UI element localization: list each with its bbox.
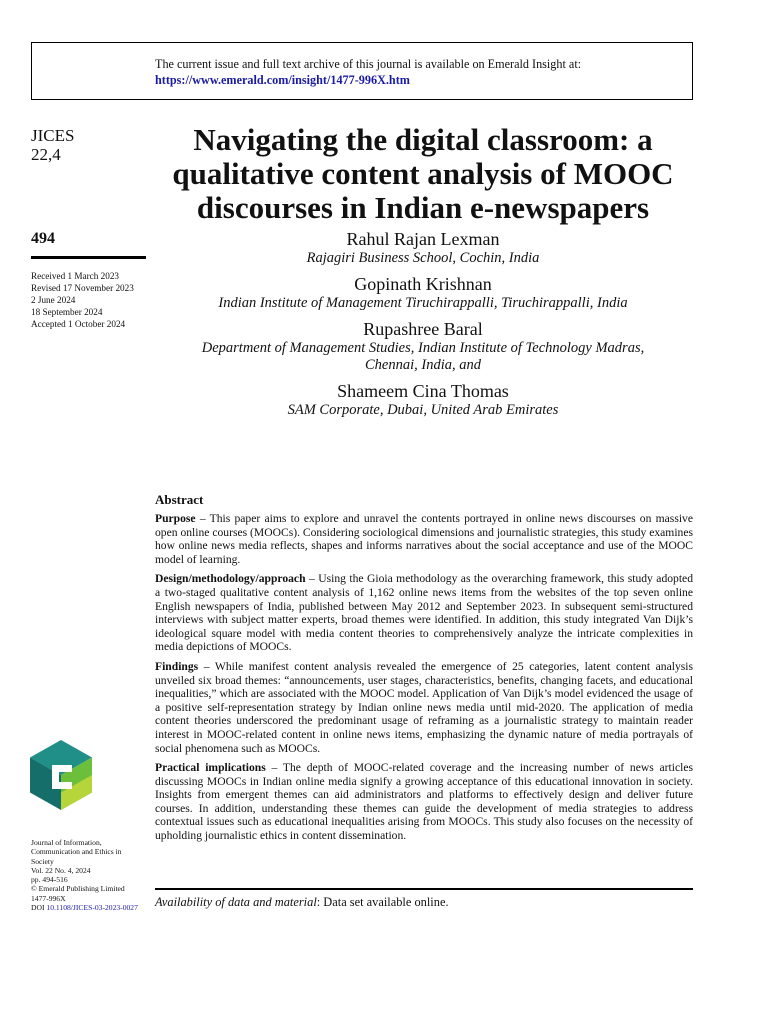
doi-line — [31, 903, 143, 912]
abstract-findings — [155, 660, 693, 755]
section-text: – The depth of MOOC-related coverage and the increasing number of news articles discussing MOOCs in Indian online media signify a growing acceptance of this educational innovation in society. Insights from emergent themes can aid administrators and platforms to effectively design and deliver future courses. In addition, understanding these themes can guide the development of media strategies to address contextual issues such as educational inequalities arising from MOOCs. This study also focuses on the necessity of upholding journalistic ethics in content dissemination. — [155, 761, 693, 843]
margin-divider — [31, 256, 146, 259]
emerald-logo-icon — [30, 740, 92, 810]
affiliation-line: Department of Management Studies, Indian Institute of Technology Madras, — [201, 340, 645, 356]
abstract-heading: Abstract — [155, 492, 204, 507]
history-accepted: Accepted 1 October 2024 — [31, 319, 126, 329]
title-line-1: Navigating the digital classroom: a — [193, 122, 653, 157]
author-affiliation — [150, 295, 696, 312]
notice-text-block — [155, 56, 581, 88]
author-name: Rupashree Baral — [363, 319, 483, 339]
history-received: Received 1 March 2023 — [31, 271, 120, 281]
affiliation-line: SAM Corporate, Dubai, United Arab Emirates — [287, 402, 559, 418]
journal-access-notice — [31, 42, 693, 100]
doi-label: DOI — [31, 903, 45, 913]
journal-volume-issue: 22,4 — [31, 145, 61, 164]
journal-url-link[interactable]: https://www.emerald.com/insight/1477-996X.htm — [155, 73, 410, 87]
abstract-design — [155, 572, 693, 654]
author-4 — [150, 380, 696, 419]
author-2 — [150, 273, 696, 312]
page-number: 494 — [31, 230, 55, 247]
section-label: Design/methodology/approach — [155, 572, 306, 586]
affiliation-line: Rajagiri Business School, Cochin, India — [306, 250, 540, 266]
article-history — [31, 270, 134, 330]
author-affiliation — [150, 402, 696, 419]
journal-name-line-2: Communication and Ethics in — [31, 847, 122, 857]
journal-name-line-3: Society — [31, 856, 54, 866]
publication-metadata — [31, 838, 143, 912]
section-label: Findings — [155, 659, 199, 673]
title-line-2: qualitative content analysis of MOOC — [172, 156, 674, 191]
author-name: Rahul Rajan Lexman — [346, 229, 500, 249]
section-text: – This paper aims to explore and unravel the contents portrayed in online news discourses on massive open online courses (MOOCs). Considering sociological dimensions and journalistic strategies, this study examines how online news media reflects, shapes and informs narratives about the social acceptance and use of the MOOC model of learning. — [155, 512, 693, 566]
section-label: Practical implications — [155, 761, 266, 775]
section-text: – Using the Gioia methodology as the overarching framework, this study adopted a two-staged qualitative content analysis of 1,162 online news items from the websites of the top seven online English newspapers of India, published between May 2012 and September 2023. In subsequent semi-structured interviews with subject matter experts, broad themes were identified. In addition, this study integrated Van Dijk’s ideological square model with media content theories to comprehensively analyze the intricate complexities in media depictions of MOOCs. — [155, 572, 693, 654]
author-name: Shameem Cina Thomas — [337, 381, 509, 401]
data-availability — [155, 895, 449, 910]
history-revised-3: 18 September 2024 — [31, 307, 103, 317]
issn: 1477-996X — [31, 893, 66, 903]
journal-name-line-1: Journal of Information, — [31, 838, 102, 847]
abstract-practical-implications — [155, 761, 693, 843]
article-title — [150, 123, 696, 225]
history-revised-2: 2 June 2024 — [31, 295, 76, 305]
author-3 — [150, 318, 696, 374]
author-affiliation — [150, 340, 696, 374]
publisher: © Emerald Publishing Limited — [31, 884, 125, 894]
abstract-purpose — [155, 512, 693, 566]
affiliation-line: Indian Institute of Management Tiruchirappalli, Tiruchirappalli, India — [218, 295, 628, 311]
affiliation-line: Chennai, India, and — [365, 357, 481, 373]
author-affiliation — [150, 250, 696, 267]
journal-code: JICES — [31, 126, 75, 145]
availability-label: Availability of data and material — [155, 895, 317, 909]
doi-link[interactable]: 10.1108/JICES-03-2023-0027 — [46, 903, 138, 913]
history-revised: Revised 17 November 2023 — [31, 283, 134, 293]
availability-divider — [155, 888, 693, 890]
page-range: pp. 494-516 — [31, 875, 68, 885]
journal-code-block — [31, 126, 74, 164]
author-list — [150, 228, 696, 425]
author-name: Gopinath Krishnan — [354, 274, 492, 294]
availability-text: : Data set available online. — [316, 895, 449, 909]
notice-text: The current issue and full text archive of this journal is available on Emerald Insight at: — [155, 57, 582, 71]
section-text: – While manifest content analysis revealed the emergence of 25 categories, latent content analysis unveiled six broad themes: “announcements, user stages, characteristics, benefits, changing facets, and educational inequalities,” which are associated with the MOOC model. Application of Van Dijk’s model evidenced the usage of a positive self-representation strategy by Indian online news media until mid-2020. The application of media content theories underscored the predominant usage of reframing as a journalistic strategy to maintain reader interest in MOOC-related content in online news items, emphasizing the dynamic nature of media portrayals of social phenomena such as MOOCs. — [155, 659, 693, 755]
section-label: Purpose — [155, 512, 196, 525]
title-line-3: discourses in Indian e-newspapers — [196, 190, 650, 225]
volume-info: Vol. 22 No. 4, 2024 — [31, 865, 91, 875]
author-1 — [150, 228, 696, 267]
abstract — [155, 492, 693, 849]
